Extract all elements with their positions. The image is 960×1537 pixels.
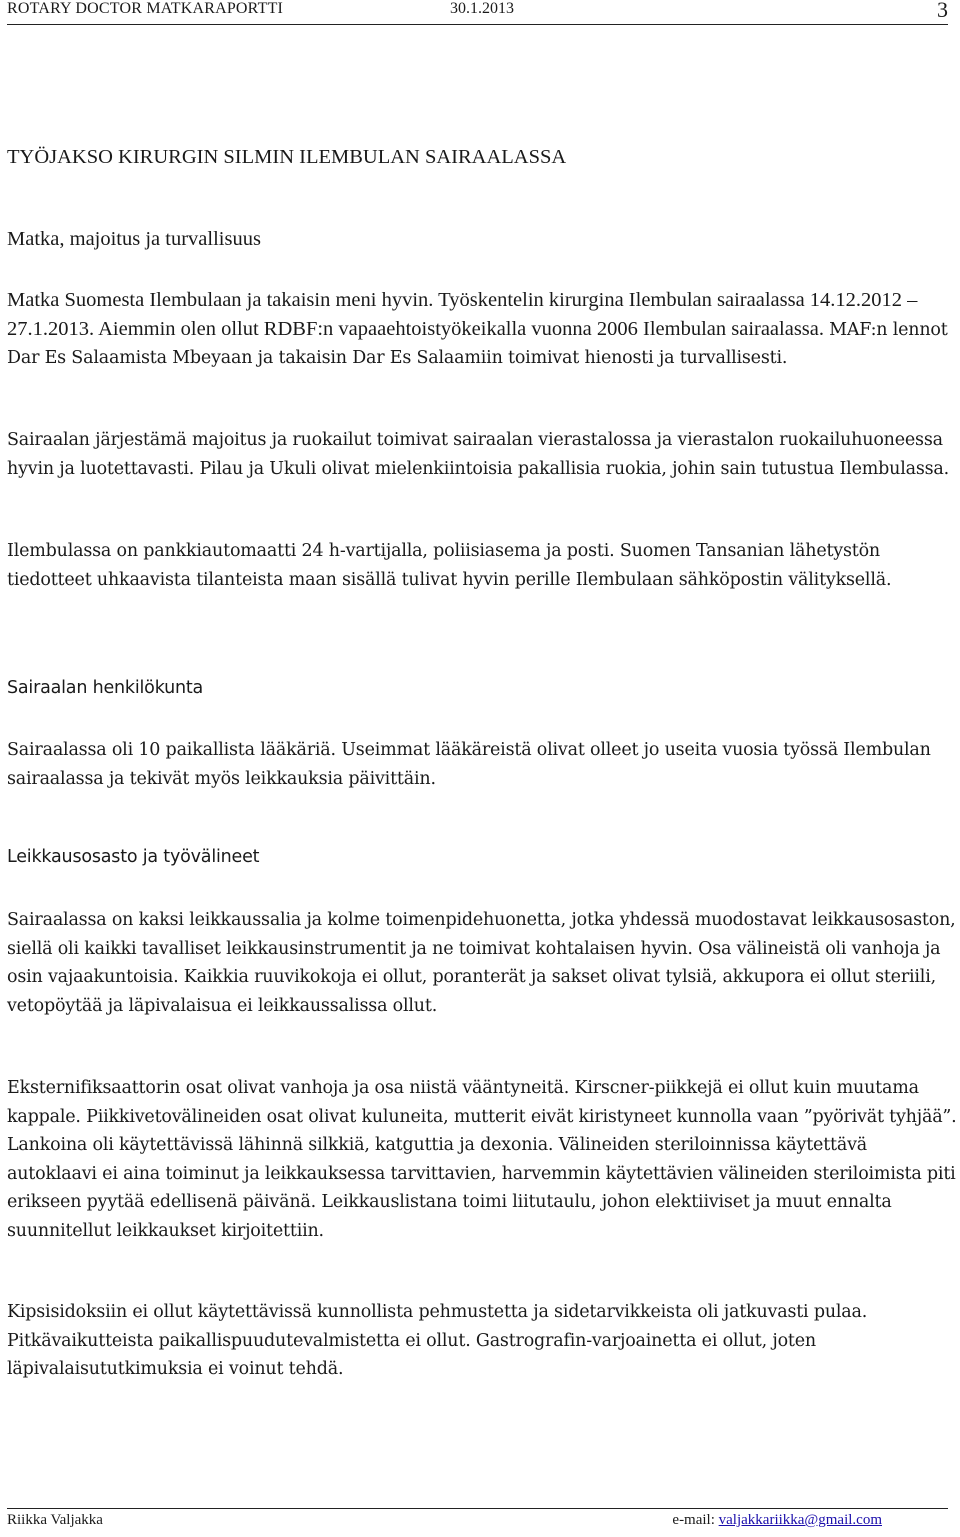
- paragraph-operating-rooms: Sairaalassa on kaksi leikkaussalia ja kolme toimenpidehuonetta, jotka yhdessä muodostavat leikkausosaston, siellä oli kaikki tavalliset leikkausinstrumentit ja ne toimivat kohtalaisen hyvin. Osa välineistä oli vanhoja ja osin vajaakuntoisia. Kaikkia ruuvikokoja ei ollut, poranterät ja sakset olivat tylsiä, akkupora ei ollut steriili, vetopöytää ja läpivalaisua ei leikkaussalissa ollut.: [7, 910, 956, 1016]
- paragraph-accommodation: Sairaalan järjestämä majoitus ja ruokailut toimivat sairaalan vierastalossa ja vierastalon ruokailuhuoneessa hyvin ja luotettavasti. Pilau ja Ukuli olivat mielenkiintoisia pakallisia ruokia, johin sain tutustua Ilembulassa.: [7, 430, 949, 479]
- section-heading-staff: Sairaalan henkilökunta: [7, 678, 204, 698]
- paragraph-instruments: Eksternifiksaattorin osat olivat vanhoja ja osa niistä vääntyneitä. Kirscner-piikkejä ei ollut kuin muutama kappale. Piikkivetovälineiden osat olivat kuluneita, mutterit eivät kiristyneet kunnolla vaan ”pyörivät tyhjää”. Lankoina oli käytettävissä lähinnä silkkiä, katguttia ja dexonia. Välineiden steriloinnissa käytettävä autoklaavi ei aina toiminut ja leikkauksessa tarvittavien, harvemmin käytettävien välineiden steriloimista piti erikseen pyytää edellisenä päivänä. Leikkauslistana toimi liitutaulu, johon elektiiviset ja muut ennalta suunnitellut leikkaukset kirjoitettiin.: [7, 1078, 957, 1241]
- email-link[interactable]: valjakkariikka@gmail.com: [718, 1512, 882, 1528]
- page-number: 3: [937, 0, 948, 22]
- page-header: [7, 0, 948, 25]
- paragraph-staff: Sairaalassa oli 10 paikallista lääkäriä. Useimmat lääkäreistä olivat olleet jo useita vuosia työssä Ilembulan sairaalassa ja tekivät myös leikkauksia päivittäin.: [7, 740, 931, 789]
- section-heading-surgery: Leikkausosasto ja työvälineet: [7, 847, 260, 867]
- report-date: 30.1.2013: [450, 0, 514, 17]
- page-footer: [7, 1508, 948, 1537]
- document-title: TYÖJAKSO KIRURGIN SILMIN ILEMBULAN SAIRAALASSA: [7, 146, 567, 168]
- email-label: e-mail:: [672, 1512, 719, 1528]
- author-email: [672, 1512, 882, 1529]
- paragraph-travel: [7, 286, 957, 373]
- paragraph-travel-part2: MAF:n lennot Dar Es Salaamista Mbeyaan ja takaisin Dar Es Salaamiin toimivat hienosti ja turvallisesti.: [7, 319, 948, 368]
- paragraph-supplies: Kipsisidoksiin ei ollut käytettävissä kunnollista pehmustetta ja sidetarvikkeista oli jatkuvasti pulaa. Pitkävaikutteista paikallispuudutevalmistetta ei ollut. Gastrografin-varjoainetta ei ollut, joten läpivalaisututkimuksia ei voinut tehdä.: [7, 1302, 868, 1379]
- paragraph-services: Ilembulassa on pankkiautomaatti 24 h-vartijalla, poliisiasema ja posti. Suomen Tansanian lähetystön tiedotteet uhkaavista tilanteista maan sisällä tulivat hyvin perille Ilembulaan sähköpostin välityksellä.: [7, 541, 892, 590]
- author-name: Riikka Valjakka: [7, 1512, 103, 1528]
- section-heading-travel: Matka, majoitus ja turvallisuus: [7, 228, 261, 250]
- report-title: ROTARY DOCTOR MATKARAPORTTI: [7, 0, 284, 17]
- paragraph-travel-part1: Matka Suomesta Ilembulaan ja takaisin meni hyvin. Työskentelin kirurgina Ilembulan sairaalassa 14.12.2012 – 27.1.2013. Aiemmin olen ollut RDBF:n vapaaehtoistyökeikalla vuonna 2006 Ilembulan sairaalassa.: [7, 289, 918, 340]
